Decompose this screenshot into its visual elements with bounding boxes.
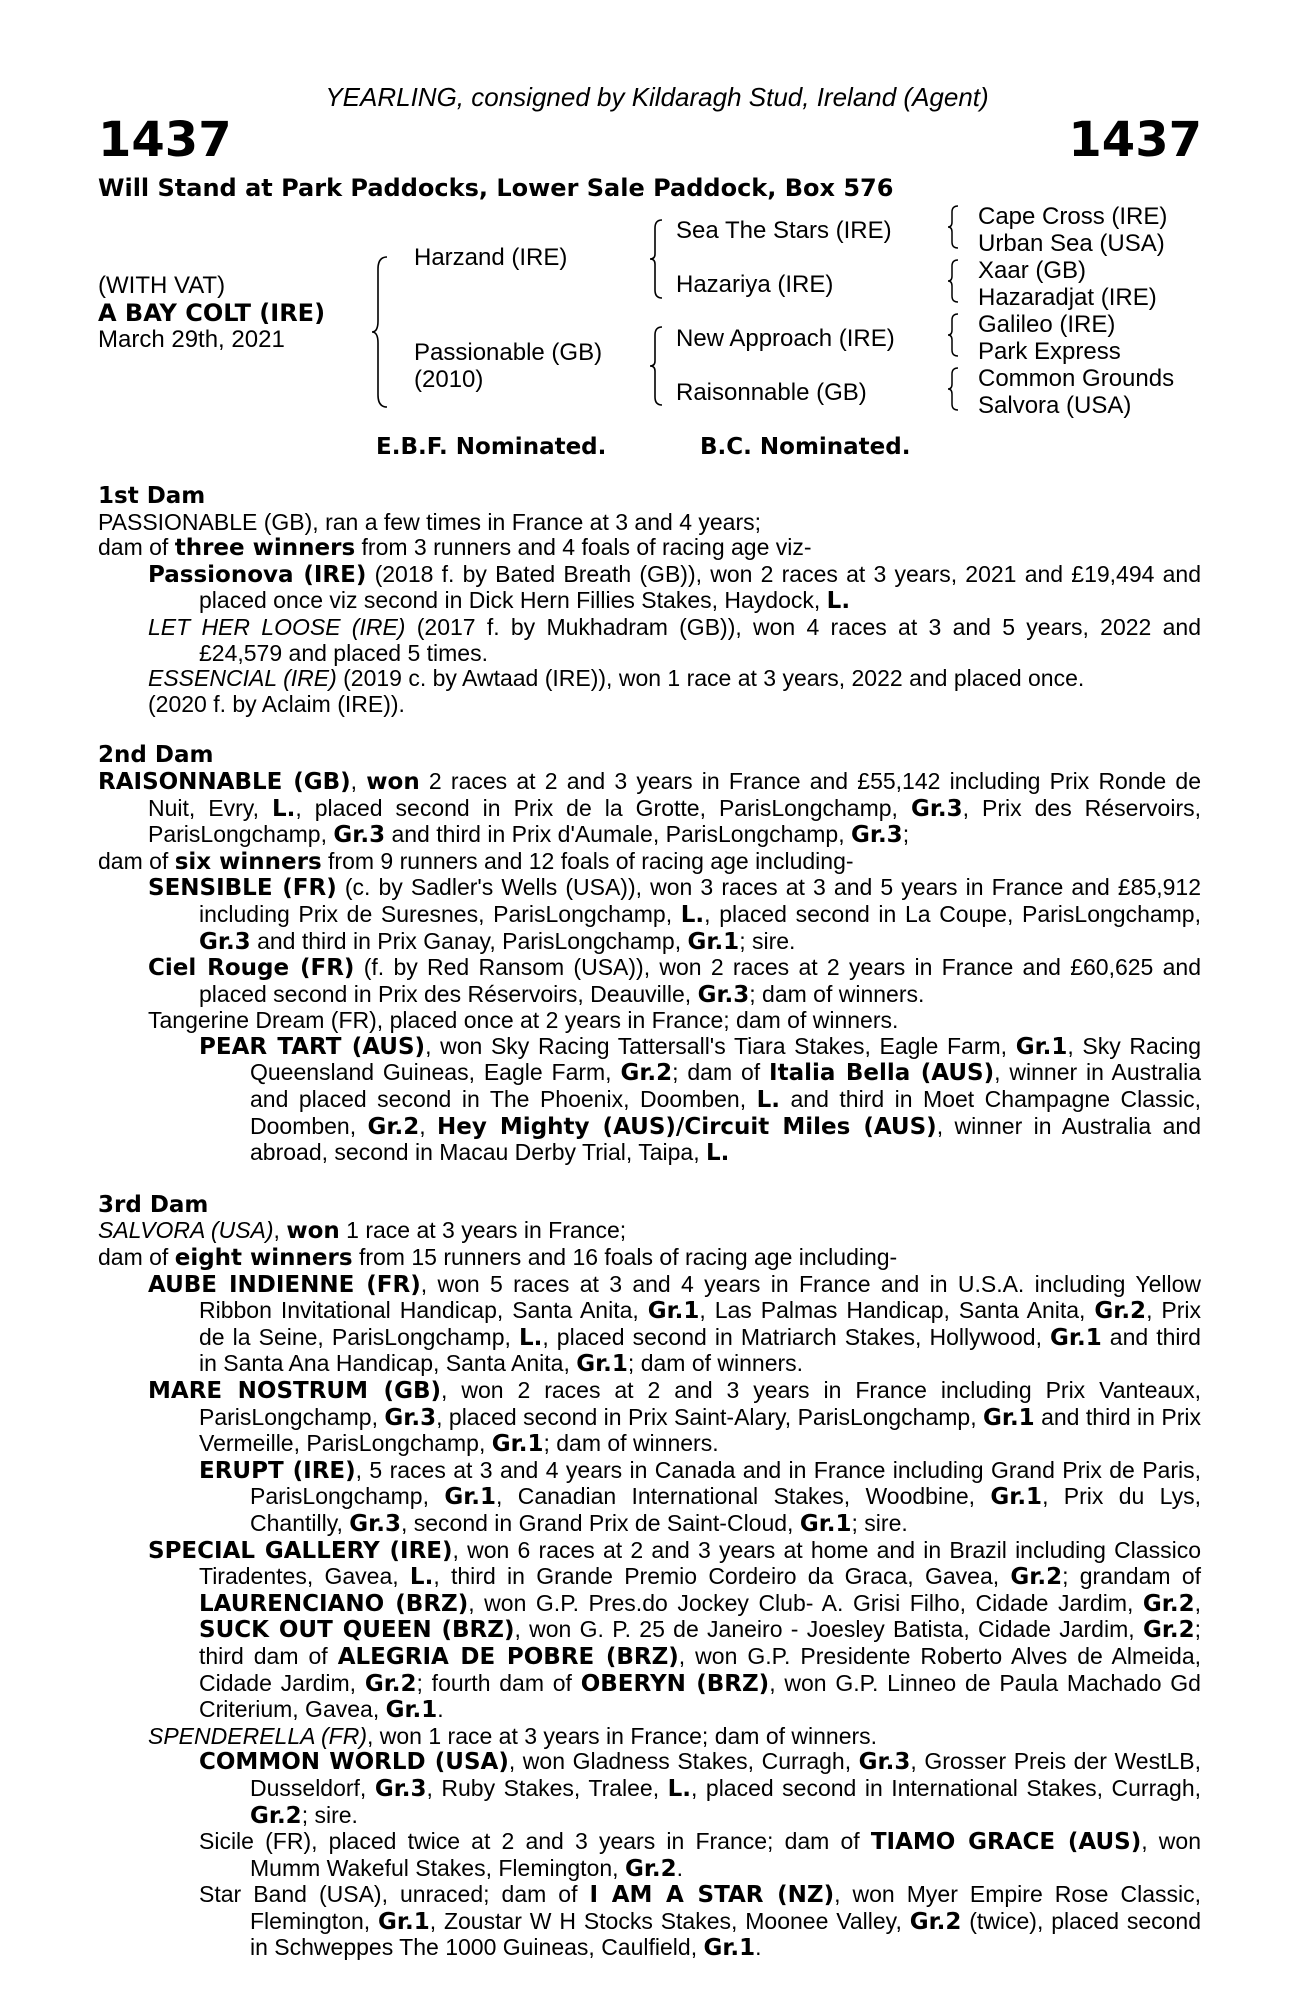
first-dam-summary: PASSIONABLE (GB), ran a few times in France at 3 and 4 years; bbox=[98, 508, 762, 535]
horse-name: A BAY COLT (IRE) bbox=[98, 299, 326, 327]
produce-sensible: SENSIBLE (FR) (c. by Sadler's Wells (USA)), won 3 races at 3 and 5 years in France and £85,912 including Prix de Suresnes, ParisLongchamp, L., placed second in La Coupe, ParisLongchamp, Gr.3 and third in Prix Ganay, ParisLongchamp, Gr.1; sire. bbox=[148, 874, 1202, 955]
ancestor-1: Cape Cross (IRE) bbox=[978, 203, 1168, 230]
pedigree-bracket-g2 bbox=[946, 258, 960, 304]
produce-pear-tart: PEAR TART (AUS), won Sky Racing Tattersall's Tiara Stakes, Eagle Farm, Gr.1, Sky Racing Queensland Guineas, Eagle Farm, Gr.2; dam of Italia Bella (AUS), winner in Australia and placed second in The Phoenix, Doomben, L. and third in Moet Champagne Classic, Doomben, Gr.2, Hey Mighty (AUS)/Circuit Miles (AUS), winner in Australia and abroad, second in Macau Derby Trial, Taipa, L. bbox=[199, 1032, 1202, 1167]
ancestor-5: Galileo (IRE) bbox=[978, 311, 1116, 338]
lot-number-right: 1437 bbox=[1068, 112, 1202, 168]
ancestor-8: Salvora (USA) bbox=[978, 392, 1132, 419]
produce-passionova: Passionova (IRE) (2018 f. by Bated Breath (GB)), won 2 races at 3 years, 2021 and £19,494 and placed once viz second in Dick Hern Fillies Stakes, Haydock, L. bbox=[148, 560, 1202, 615]
second-dam-produce: dam of six winners from 9 runners and 12 foals of racing age including- bbox=[98, 847, 854, 875]
pedigree-bracket-main bbox=[370, 255, 390, 410]
produce-mare-nostrum: MARE NOSTRUM (GB), won 2 races at 2 and 3 years in France including Prix Vanteaux, ParisLongchamp, Gr.3, placed second in Prix Saint-Alary, ParisLongchamp, Gr.1 and third in Prix Vermeille, ParisLongchamp, Gr.1; dam of winners. bbox=[148, 1377, 1201, 1458]
foaling-date: March 29th, 2021 bbox=[98, 326, 285, 353]
sire-sire-name: Sea The Stars (IRE) bbox=[676, 217, 892, 244]
catalogue-body bbox=[98, 484, 1201, 1962]
dam-sire-name: New Approach (IRE) bbox=[676, 325, 895, 352]
third-dam-summary: SALVORA (USA), won 1 race at 3 years in France; bbox=[98, 1217, 627, 1245]
ebf-nomination: E.B.F. Nominated. bbox=[376, 434, 607, 460]
dam-year: (2010) bbox=[414, 366, 484, 393]
produce-ciel-rouge: Ciel Rouge (FR) (f. by Red Ransom (USA)), won 2 races at 2 years in France and £60,625 and placed second in Prix des Réservoirs, Deauville, Gr.3; dam of winners. bbox=[148, 954, 1202, 1008]
ancestor-4: Hazaradjat (IRE) bbox=[978, 284, 1157, 311]
produce-erupt: ERUPT (IRE), 5 races at 3 and 4 years in Canada and in France including Grand Prix de Paris, ParisLongchamp, Gr.1, Canadian International Stakes, Woodbine, Gr.1, Prix du Lys, Chantilly, Gr.3, second in Grand Prix de Saint-Cloud, Gr.1; sire. bbox=[199, 1456, 1201, 1537]
produce-aube-indienne: AUBE INDIENNE (FR), won 5 races at 3 and 4 years in France and in U.S.A. including Yellow Ribbon Invitational Handicap, Santa Anita, Gr.1, Las Palmas Handicap, Santa Anita, Gr.2, Prix de la Seine, ParisLongchamp, L., placed second in Matriarch Stakes, Hollywood, Gr.1 and third in Santa Ana Handicap, Santa Anita, Gr.1; dam of winners. bbox=[148, 1270, 1201, 1378]
bc-nomination: B.C. Nominated. bbox=[700, 434, 911, 460]
produce-let-her-loose: LET HER LOOSE (IRE) (2017 f. by Mukhadram (GB)), won 4 races at 3 and 5 years, 2022 and £24,579 and placed 5 times. bbox=[148, 613, 1201, 666]
produce-tangerine-dream: Tangerine Dream (FR), placed once at 2 years in France; dam of winners. bbox=[148, 1007, 899, 1034]
dam-dam-name: Raisonnable (GB) bbox=[676, 379, 867, 406]
consignor-line: YEARLING, consigned by Kildaragh Stud, Ireland (Agent) bbox=[325, 82, 989, 112]
dam-name: Passionable (GB) bbox=[414, 339, 603, 366]
second-dam-summary: RAISONNABLE (GB), won 2 races at 2 and 3 years in France and £55,142 including Prix Ronde de Nuit, Evry, L., placed second in Prix de la Grotte, ParisLongchamp, Gr.3, Prix des Réservoirs, ParisLongchamp, Gr.3 and third in Prix d'Aumale, ParisLongchamp, Gr.3; bbox=[98, 767, 1202, 849]
produce-essencial: ESSENCIAL (IRE) (2019 c. by Awtaad (IRE)), won 1 race at 3 years, 2022 and placed once. bbox=[148, 665, 1085, 692]
location-line: Will Stand at Park Paddocks, Lower Sale Paddock, Box 576 bbox=[98, 174, 894, 202]
third-dam-produce: dam of eight winners from 15 runners and 16 foals of racing age including- bbox=[98, 1244, 898, 1272]
produce-2020-filly: (2020 f. by Aclaim (IRE)). bbox=[148, 690, 405, 717]
pedigree-bracket-g1 bbox=[946, 204, 960, 250]
lot-number-left: 1437 bbox=[98, 112, 232, 168]
produce-spenderella: SPENDERELLA (FR), won 1 race at 3 years in France; dam of winners. bbox=[148, 1722, 878, 1749]
first-dam-heading: 1st Dam bbox=[98, 483, 206, 509]
pedigree-bracket-g3 bbox=[946, 312, 960, 358]
second-dam-heading: 2nd Dam bbox=[98, 742, 214, 769]
produce-sicile: Sicile (FR), placed twice at 2 and 3 years in France; dam of TIAMO GRACE (AUS), won Mumm Wakeful Stakes, Flemington, Gr.2. bbox=[199, 1828, 1201, 1882]
ancestor-3: Xaar (GB) bbox=[978, 257, 1087, 284]
sire-dam-name: Hazariya (IRE) bbox=[676, 271, 834, 298]
ancestor-7: Common Grounds bbox=[978, 365, 1175, 392]
ancestor-2: Urban Sea (USA) bbox=[978, 230, 1165, 257]
third-dam-heading: 3rd Dam bbox=[98, 1191, 209, 1218]
sire-name: Harzand (IRE) bbox=[414, 244, 568, 271]
produce-common-world: COMMON WORLD (USA), won Gladness Stakes, Curragh, Gr.3, Grosser Preis der WestLB, Dusseldorf, Gr.3, Ruby Stakes, Tralee, L., placed second in International Stakes, Curragh, Gr.2; sire. bbox=[199, 1748, 1201, 1829]
first-dam-produce: dam of three winners from 3 runners and 4 foals of racing age viz- bbox=[98, 534, 812, 562]
pedigree-bracket-sire bbox=[648, 218, 664, 300]
pedigree-bracket-g4 bbox=[946, 366, 960, 412]
produce-special-gallery: SPECIAL GALLERY (IRE), won 6 races at 2 and 3 years at home and in Brazil including Classico Tiradentes, Gavea, L., third in Grande Premio Cordeiro da Graca, Gavea, Gr.2; grandam of LAURENCIANO (BRZ), won G.P. Pres.do Jockey Club- A. Grisi Filho, Cidade Jardim, Gr.2, SUCK OUT QUEEN (BRZ), won G. P. 25 de Janeiro - Joesley Batista, Cidade Jardim, Gr.2; third dam of ALEGRIA DE POBRE (BRZ), won G.P. Presidente Roberto Alves de Almeida, Cidade Jardim, Gr.2; fourth dam of OBERYN (BRZ), won G.P. Linneo de Paula Machado Gd Criterium, Gavea, Gr.1. bbox=[148, 1536, 1202, 1724]
pedigree-bracket-dam bbox=[648, 325, 664, 407]
vat-note: (WITH VAT) bbox=[98, 272, 226, 299]
ancestor-6: Park Express bbox=[978, 338, 1121, 365]
produce-star-band: Star Band (USA), unraced; dam of I AM A STAR (NZ), won Myer Empire Rose Classic, Flemington, Gr.1, Zoustar W H Stocks Stakes, Moonee Valley, Gr.2 (twice), placed second in Schweppes The 1000 Guineas, Caulfield, Gr.1. bbox=[199, 1881, 1202, 1962]
